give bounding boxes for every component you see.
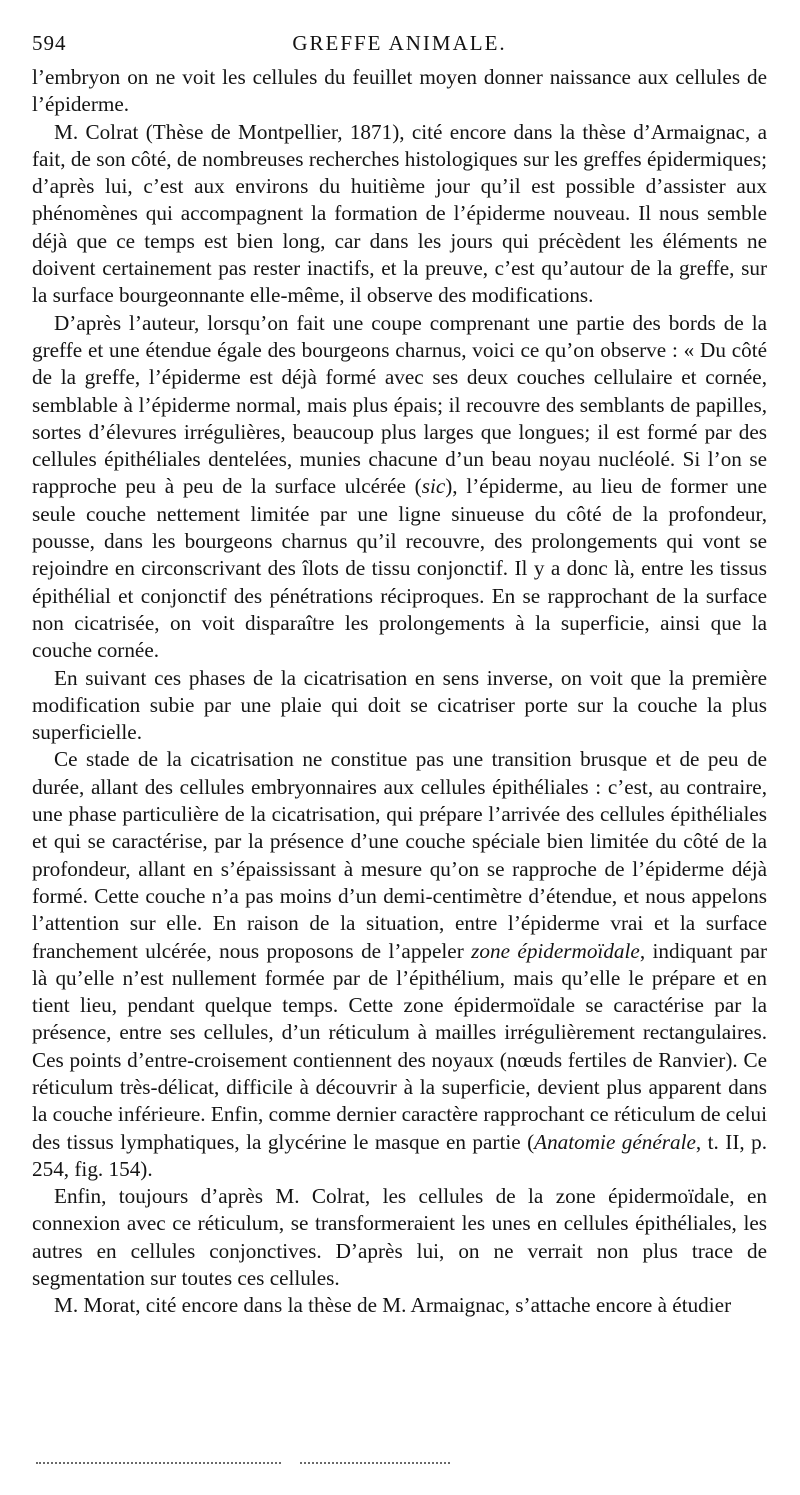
text-run: M. Colrat (Thèse de Montpellier, 1871), cité encore dans la thèse d’Armaignac, a fait, de son côté, de nombreuses recherches histologiques sur les greffes épidermiques; d’après lui, c’est aux environs du huitième jour qu’il est possible d’assister aux phénomènes qui accompagnent la formation de l’épiderme nouveau. Il nous semble déjà que ce temps est bien long, car dans les jours qui précèdent les éléments ne doivent certainement pas rester inactifs, et la preuve, c’est qu’autour de la greffe, sur la surface bourgeonnante elle-même, il observe des modifications. bbox=[32, 119, 767, 308]
text-run: l’embryon on ne voit les cellules du feuillet moyen donner naissance aux cellules de l’épiderme. bbox=[32, 65, 767, 117]
footer-dotted-rule bbox=[300, 1462, 450, 1464]
text-run: Enfin, toujours d’après M. Colrat, les cellules de la zone épidermoïdale, en connexion avec ce réticulum, se transformeraient les unes en cellules épithéliales, les autres en cellules conjonctives. D’après lui, on ne verrait non plus trace de segmentation sur toutes ces cellules. bbox=[32, 1184, 767, 1291]
text-run: Ce stade de la cicatrisation ne constitue pas une transition brusque et de peu de durée, allant des cellules embryonnaires aux cellules épithéliales : c’est, au contraire, une phase particulière de la cicatrisation, qui prépare l’arrivée des cellules épithéliales et qui se caractérise, par la présence d’une couche spéciale bien limitée du côté de la profondeur, allant en s’épaississant à mesure qu’on se rapproche de l’épiderme déjà formé. Cette couche n’a pas moins d’un demi-centimètre d’étendue, et nous appelons l’attention sur elle. En raison de la situation, entre l’épiderme vrai et la surface franchement ulcérée, nous proposons de l’appeler bbox=[32, 747, 767, 963]
paragraph bbox=[32, 64, 767, 119]
paragraph bbox=[32, 1183, 767, 1292]
text-run: D’après l’auteur, lorsqu’on fait une coupe comprenant une partie des bords de la greffe et une étendue égale des bourgeons charnus, voici ce qu’on observe : « Du côté de la greffe, l’épiderme est déjà formé avec ses deux couches cellulaire et cornée, semblable à l’épiderme normal, mais plus épais; il recouvre des semblants de papilles, sortes d’élevures irrégulières, beaucoup plus larges que longues; il est formé par des cellules épithéliales dentelées, munies chacune d’un beau noyau nucléolé. Si l’on se rapproche peu à peu de la surface ulcérée ( bbox=[32, 310, 767, 499]
paragraph bbox=[32, 665, 767, 747]
page-header bbox=[32, 26, 767, 60]
italic-text: Anatomie générale bbox=[534, 1129, 696, 1154]
paragraph bbox=[32, 310, 767, 665]
text-run: ), l’épiderme, au lieu de former une seule couche nettement limitée par une ligne sinueuse du côté de la profondeur, pousse, dans les bourgeons charnus qu’il recouvre, des prolongements qui vont se rejoindre en circonscrivant des îlots de tissu conjonctif. Il y a donc là, entre les tissus épithélial et conjonctif des pénétrations réciproques. En se rapprochant de la surface non cicatrisée, on voit disparaître les prolongements à la superficie, ainsi que la couche cornée. bbox=[32, 474, 767, 663]
body-text bbox=[32, 64, 767, 1320]
page-number: 594 bbox=[32, 31, 67, 55]
text-run: En suivant ces phases de la cicatrisation en sens inverse, on voit que la première modification subie par une plaie qui doit se cicatriser porte sur la couche la plus superficielle. bbox=[32, 665, 767, 745]
paragraph bbox=[32, 1292, 767, 1319]
italic-text: sic bbox=[421, 474, 446, 499]
text-run: , indiquant par là qu’elle n’est nullement formée par de l’épithélium, mais qu’elle le prépare et en tient lieu, pendant quelque temps. Cette zone épidermoïdale se caractérise par la présence, entre ses cellules, d’un réticulum à mailles irrégulièrement rectangulaires. Ces points d’entre-croisement contiennent des noyaux (nœuds fertiles de Ranvier). Ce réticulum très-délicat, difficile à découvrir à la superficie, devient plus apparent dans la couche inférieure. Enfin, comme dernier caractère rapprochant ce réticulum de celui des tissus lymphatiques, la glycérine le masque en partie ( bbox=[32, 938, 768, 1154]
paragraph bbox=[32, 746, 767, 1183]
text-run: M. Morat, cité encore dans la thèse de M. Armaignac, s’attache encore à étudier bbox=[54, 1293, 732, 1318]
paragraph bbox=[32, 119, 767, 310]
text-run: , t. II, p. 254, fig. 154). bbox=[32, 1129, 767, 1181]
italic-text: zone épidermoïdale bbox=[471, 938, 640, 963]
running-title: GREFFE ANIMALE. bbox=[292, 31, 507, 55]
footer-dotted-rule bbox=[36, 1462, 281, 1464]
